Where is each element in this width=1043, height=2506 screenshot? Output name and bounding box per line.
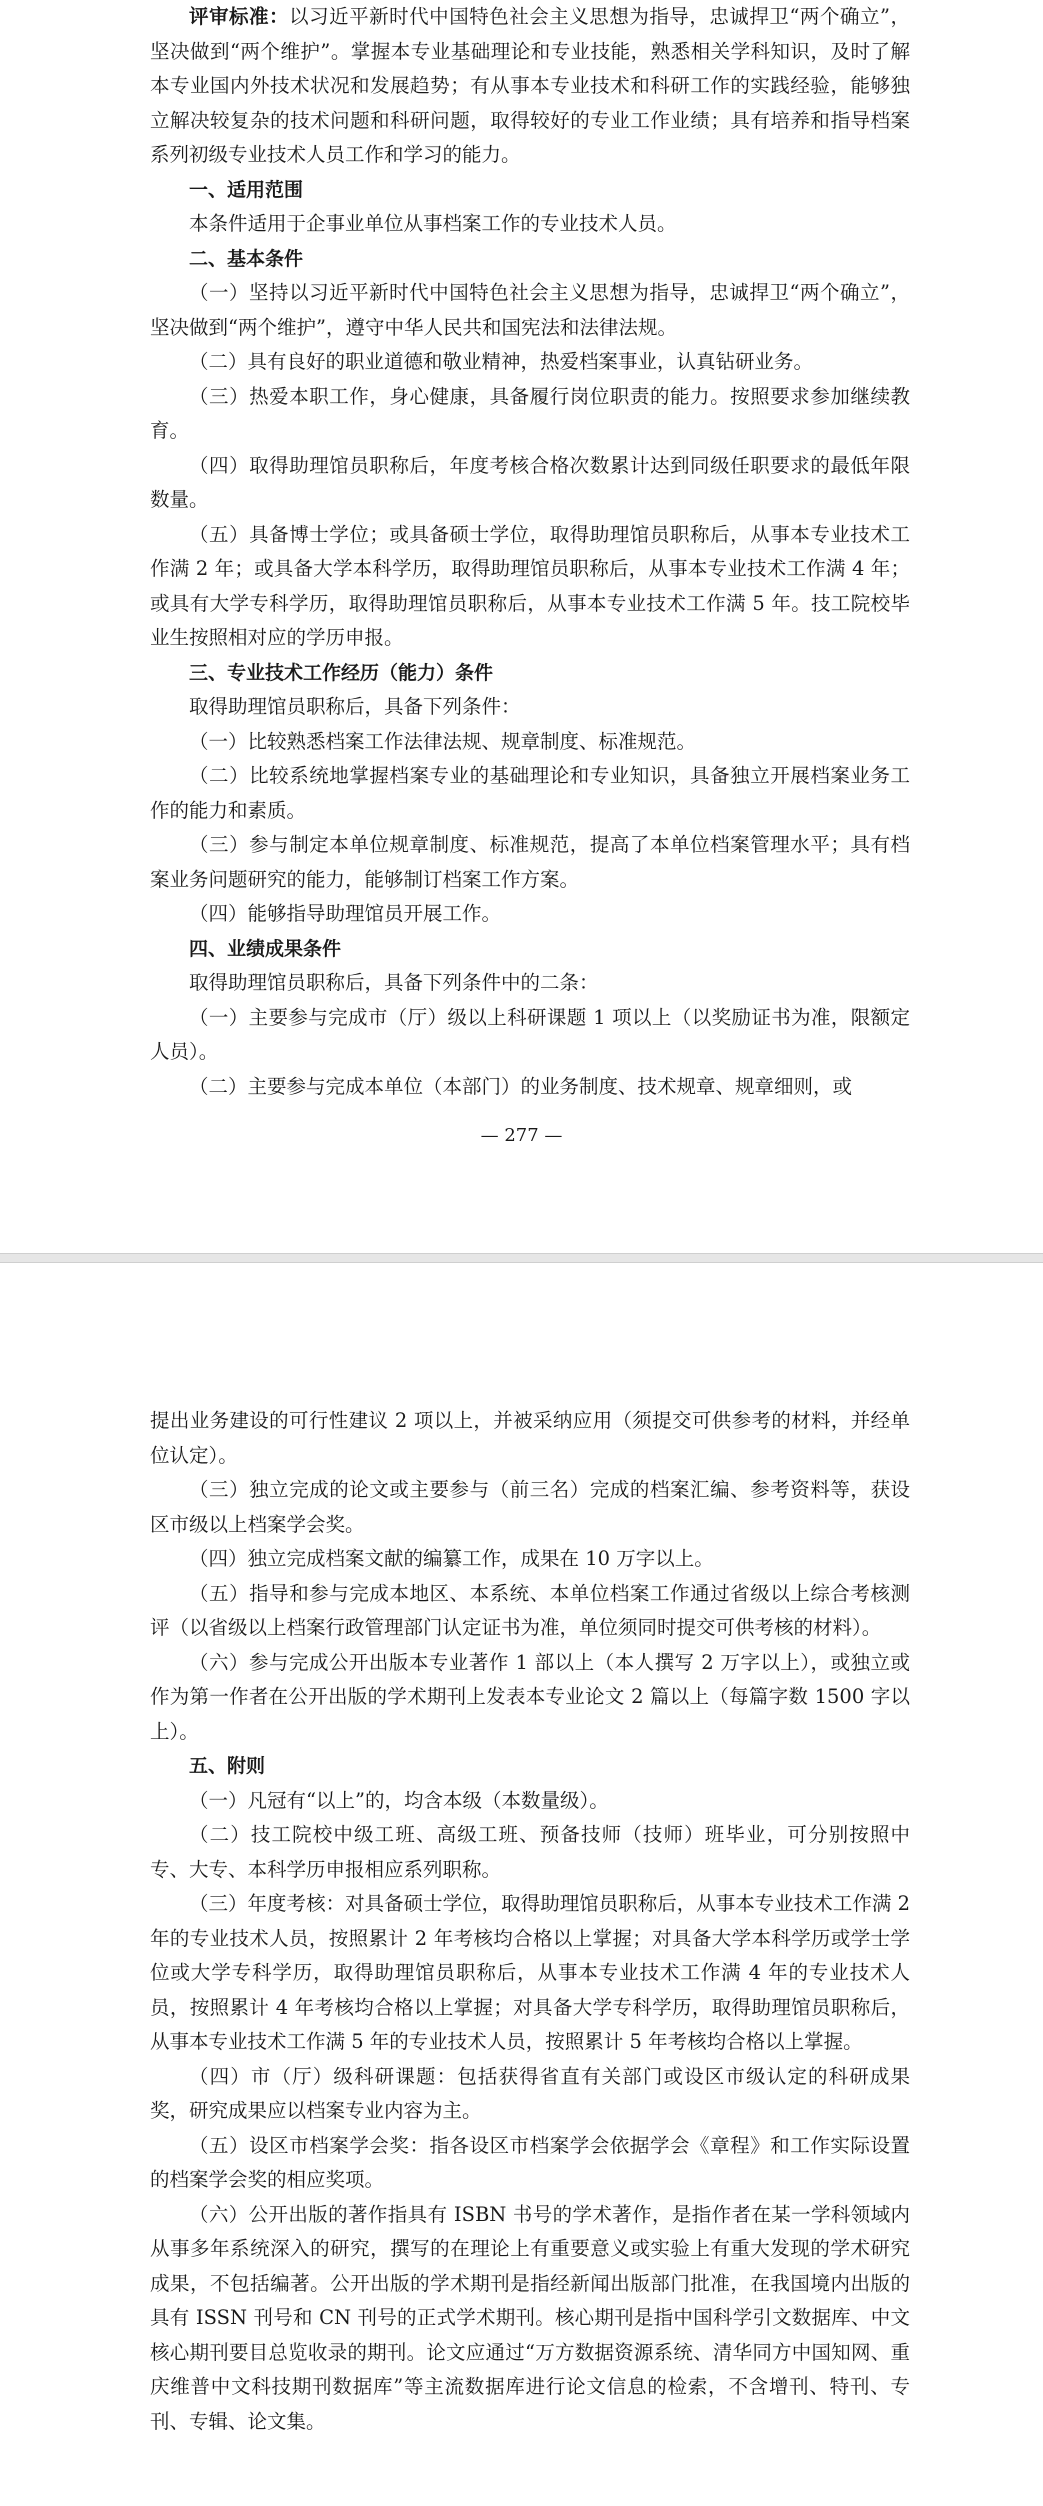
list-item: （一）坚持以习近平新时代中国特色社会主义思想为指导，忠诚捍卫“两个确立”，坚决做到“两个维护”，遵守中华人民共和国宪法和法律法规。: [150, 281, 910, 339]
list-item: （三）热爱本职工作，身心健康，具备履行岗位职责的能力。按照要求参加继续教育。: [150, 384, 910, 442]
list-item: （四）能够指导助理馆员开展工作。: [189, 902, 502, 925]
list-item: （六）参与完成公开出版本专业著作 1 部以上（本人撰写 2 万字以上），或独立或作为第一作者在公开出版的学术期刊上发表本专业论文 2 篇以上（每篇字数 1500 字以上）。: [150, 1650, 910, 1743]
page-separator: [0, 1253, 1043, 1263]
page-body: [150, 1404, 910, 2439]
review-standard-label: 评审标准：: [189, 5, 290, 28]
review-standard-paragraph: [150, 0, 910, 173]
paragraph: 取得助理馆员职称后，具备下列条件：: [189, 695, 521, 718]
paragraph: 取得助理馆员职称后，具备下列条件中的二条：: [189, 971, 599, 994]
document-page-278: [0, 1263, 1043, 2506]
list-item: （五）具备博士学位；或具备硕士学位，取得助理馆员职称后，从事本专业技术工作满 2 年；或具备大学本科学历，取得助理馆员职称后，从事本专业技术工作满 4 年；或具有大学专科学历，取得助理馆员职称后，从事本专业技术工作满 5 年。技工院校毕业生按照相对应的学历申报。: [150, 522, 910, 649]
list-item: （二）技工院校中级工班、高级工班、预备技师（技师）班毕业，可分别按照中专、大专、本科学历申报相应系列职称。: [150, 1823, 910, 1881]
list-item: （五）设区市档案学会奖：指各设区市档案学会依据学会《章程》和工作实际设置的档案学会奖的相应奖项。: [150, 2133, 910, 2191]
page-number: — 277 —: [480, 1125, 563, 1146]
list-item: （三）独立完成的论文或主要参与（前三名）完成的档案汇编、参考资料等，获设区市级以上档案学会奖。: [150, 1478, 910, 1536]
list-item: （三）参与制定本单位规章制度、标准规范，提高了本单位档案管理水平；具有档案业务问题研究的能力，能够制订档案工作方案。: [150, 833, 910, 891]
section-heading-scope: 一、适用范围: [189, 178, 304, 201]
list-item: （一）主要参与完成市（厅）级以上科研课题 1 项以上（以奖励证书为准，限额定人员）。: [150, 1005, 910, 1063]
list-item: （二）比较系统地掌握档案专业的基础理论和专业知识，具备独立开展档案业务工作的能力和素质。: [150, 764, 910, 822]
list-item: （一）凡冠有“以上”的，均含本级（本数量级）。: [189, 1788, 609, 1812]
list-item: （二）主要参与完成本单位（本部门）的业务制度、技术规章、规章细则，或: [189, 1074, 853, 1098]
list-item: （四）取得助理馆员职称后，年度考核合格次数累计达到同级任职要求的最低年限数量。: [150, 453, 910, 511]
section-heading-achievements: 四、业绩成果条件: [189, 937, 342, 960]
page-body: [150, 0, 910, 1104]
section-heading-work-experience: 三、专业技术工作经历（能力）条件: [189, 661, 494, 684]
review-standard-text: 以习近平新时代中国特色社会主义思想为指导，忠诚捍卫“两个确立”，坚决做到“两个维护”。掌握本专业基础理论和专业技能，熟悉相关学科知识，及时了解本专业国内外技术状况和发展趋势；有从事本专业技术和科研工作的实践经验，能够独立解决较复杂的技术问题和科研问题，取得较好的专业工作业绩；具有培养和指导档案系列初级专业技术人员工作和学习的能力。: [150, 5, 910, 166]
list-item: （四）独立完成档案文献的编纂工作，成果在 10 万字以上。: [189, 1547, 714, 1570]
list-item: （四）市（厅）级科研课题：包括获得省直有关部门或设区市级认定的科研成果奖，研究成果应以档案专业内容为主。: [150, 2064, 910, 2122]
list-item: （二）具有良好的职业道德和敬业精神，热爱档案事业，认真钻研业务。: [189, 350, 814, 373]
list-item: （一）比较熟悉档案工作法律法规、规章制度、标准规范。: [189, 729, 697, 753]
continued-paragraph: 提出业务建设的可行性建议 2 项以上，并被采纳应用（须提交可供参考的材料，并经单位认定）。: [150, 1409, 910, 1467]
section-heading-basic-conditions: 二、基本条件: [189, 247, 304, 270]
list-item: （五）指导和参与完成本地区、本系统、本单位档案工作通过省级以上综合考核测评（以省级以上档案行政管理部门认定证书为准，单位须同时提交可供考核的材料）。: [150, 1581, 910, 1639]
list-item: （三）年度考核：对具备硕士学位，取得助理馆员职称后，从事本专业技术工作满 2 年的专业技术人员，按照累计 2 年考核均合格以上掌握；对具备大学本科学历或学士学位或大学专科学历，取得助理馆员职称后，从事本专业技术工作满 4 年的专业技术人员，按照累计 4 年考核均合格以上掌握；对具备大学专科学历，取得助理馆员职称后，从事本专业技术工作满 5 年的专业技术人员，按照累计 5 年考核均合格以上掌握。: [150, 1892, 910, 2053]
list-item: （六）公开出版的著作指具有 ISBN 书号的学术著作，是指作者在某一学科领域内从事多年系统深入的研究，撰写的在理论上有重要意义或实验上有重大发现的学术研究成果，不包括编著。公开出版的学术期刊是指经新闻出版部门批准，在我国境内出版的具有 ISSN 刊号和 CN 刊号的正式学术期刊。核心期刊是指中国科学引文数据库、中文核心期刊要目总览收录的期刊。论文应通过“万方数据资源系统、清华同方中国知网、重庆维普中文科技期刊数据库”等主流数据库进行论文信息的检索，不含增刊、特刊、专刊、专辑、论文集。: [150, 2202, 910, 2433]
section-heading-supplementary: 五、附则: [189, 1755, 266, 1777]
paragraph: 本条件适用于企事业单位从事档案工作的专业技术人员。: [189, 212, 677, 235]
